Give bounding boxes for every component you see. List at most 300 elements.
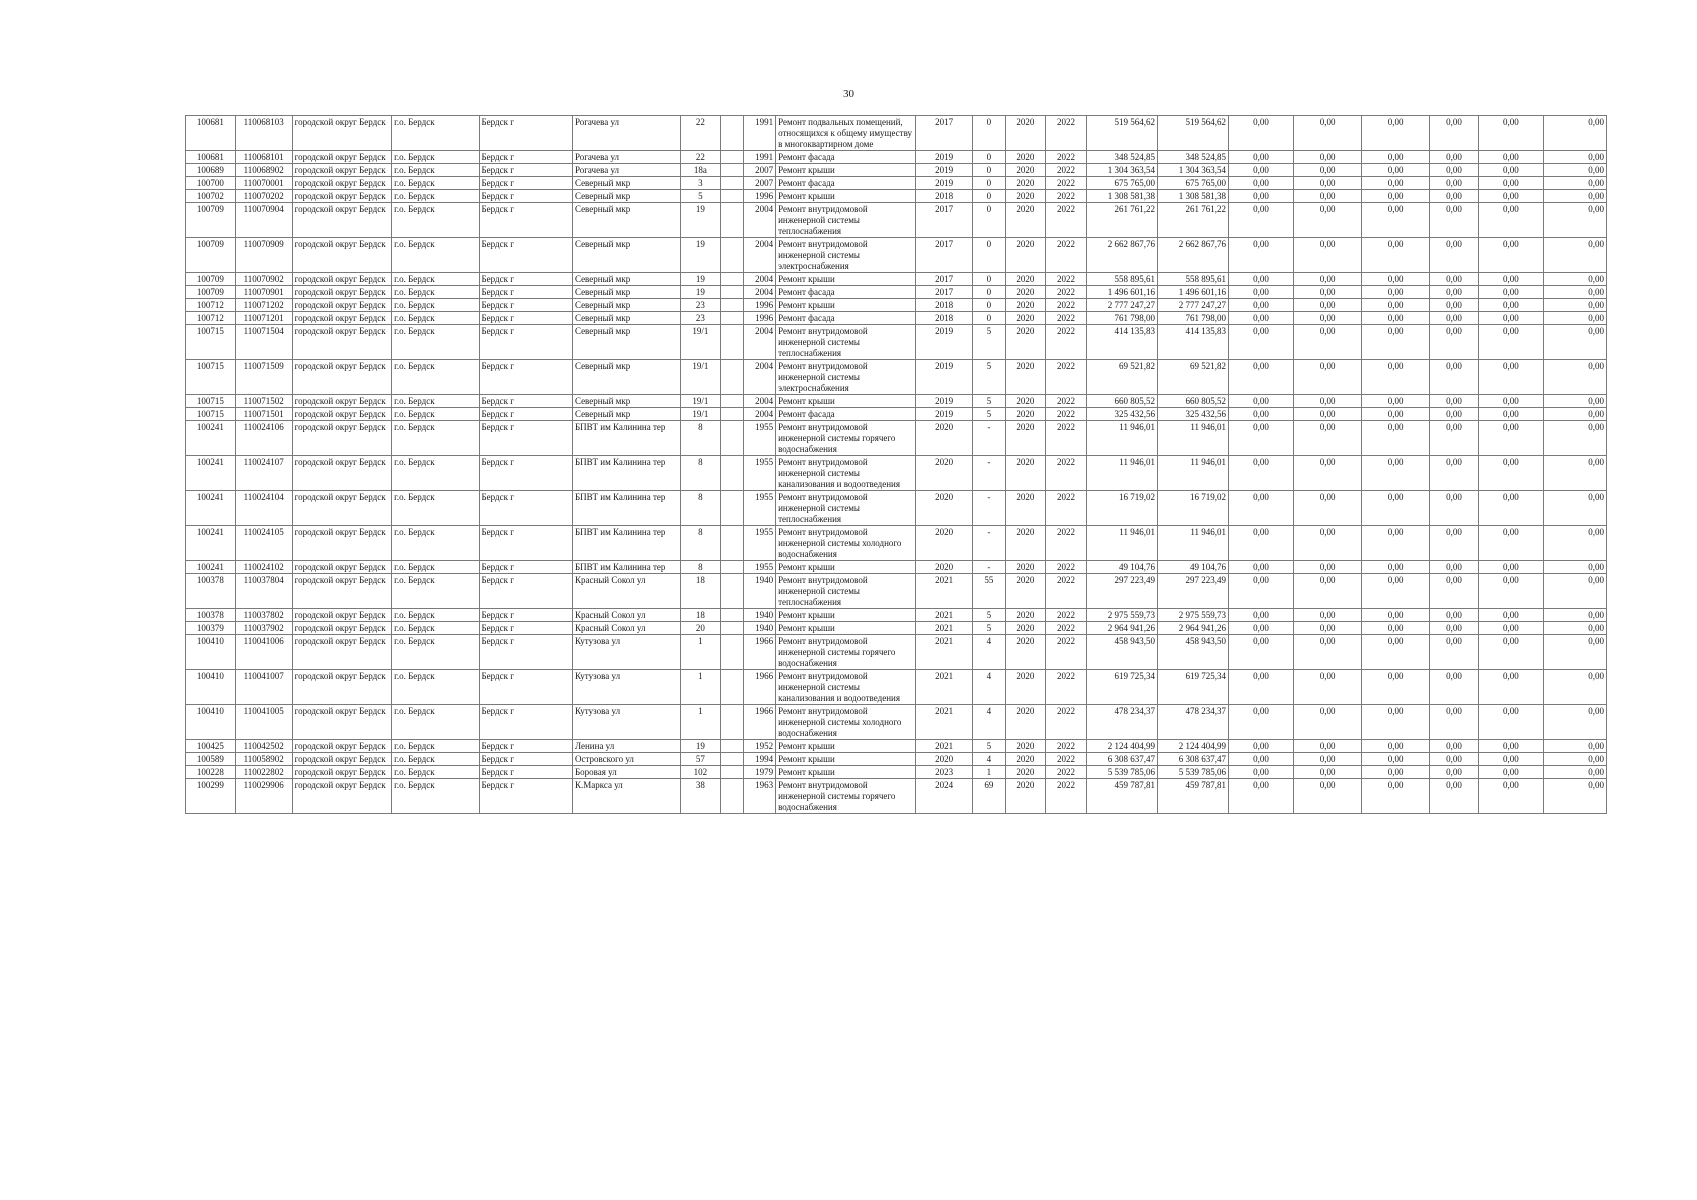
cell-build-year: 1955 [743, 526, 776, 561]
cell-period-start: 2020 [1005, 740, 1046, 753]
cell-period-end: 2022 [1046, 312, 1087, 325]
cell-local-budget: 0,00 [1294, 395, 1362, 408]
cell-capital-repair-fund: 2 975 559,73 [1157, 609, 1228, 622]
cell-build-year: 1940 [743, 622, 776, 635]
cell-wear-percent: 5 [973, 395, 1006, 408]
cell-capital-repair-fund: 675 765,00 [1157, 177, 1228, 190]
cell-work-type: Ремонт фасада [776, 286, 916, 299]
cell-district: г.о. Бердск [392, 574, 479, 609]
cell-regional-budget: 0,00 [1229, 299, 1294, 312]
cell-street: Северный мкр [572, 177, 680, 190]
cell-other-funds: 0,00 [1430, 395, 1479, 408]
cell-period-start: 2020 [1005, 456, 1046, 491]
cell-total-cost: 519 564,62 [1086, 116, 1157, 151]
cell-period-start: 2020 [1005, 286, 1046, 299]
cell-work-type: Ремонт внутридомовой инженерной системы горячего водоснабжения [776, 421, 916, 456]
cell-locality: Бердск г [479, 325, 572, 360]
cell-owners-funds: 0,00 [1362, 635, 1430, 670]
cell-municipality: городской округ Бердск [292, 491, 392, 526]
cell-house-id: 100379 [186, 622, 236, 635]
cell-period-start: 2020 [1005, 779, 1046, 814]
cell-period-end: 2022 [1046, 561, 1087, 574]
cell-extra-funds: 0,00 [1543, 164, 1606, 177]
cell-other-funds: 0,00 [1430, 635, 1479, 670]
table-row [186, 421, 1607, 456]
cell-extra-funds: 0,00 [1543, 561, 1606, 574]
cell-total-cost: 1 304 363,54 [1086, 164, 1157, 177]
cell-local-budget: 0,00 [1294, 299, 1362, 312]
cell-period-start: 2020 [1005, 273, 1046, 286]
cell-house-number: 22 [680, 116, 721, 151]
cell-owners-funds: 0,00 [1362, 177, 1430, 190]
cell-reserve-funds: 0,00 [1478, 609, 1543, 622]
cell-work-code: 110041005 [235, 705, 292, 740]
cell-period-end: 2022 [1046, 238, 1087, 273]
cell-street: Ленина ул [572, 740, 680, 753]
cell-street: Северный мкр [572, 312, 680, 325]
cell-total-cost: 675 765,00 [1086, 177, 1157, 190]
cell-work-type: Ремонт подвальных помещений, относящихся к общему имуществу в многоквартирном доме [776, 116, 916, 151]
cell-municipality: городской округ Бердск [292, 360, 392, 395]
cell-extra-funds: 0,00 [1543, 609, 1606, 622]
cell-local-budget: 0,00 [1294, 705, 1362, 740]
cell-locality: Бердск г [479, 456, 572, 491]
cell-house-id: 100712 [186, 299, 236, 312]
cell-house-id: 100410 [186, 635, 236, 670]
cell-planned-year: 2023 [916, 766, 973, 779]
cell-reserve-funds: 0,00 [1478, 299, 1543, 312]
cell-owners-funds: 0,00 [1362, 456, 1430, 491]
cell-extra-funds: 0,00 [1543, 116, 1606, 151]
cell-regional-budget: 0,00 [1229, 740, 1294, 753]
cell-other-funds: 0,00 [1430, 574, 1479, 609]
cell-work-type: Ремонт крыши [776, 395, 916, 408]
cell-local-budget: 0,00 [1294, 740, 1362, 753]
cell-build-year: 1996 [743, 190, 776, 203]
cell-build-year: 1979 [743, 766, 776, 779]
cell-locality: Бердск г [479, 635, 572, 670]
cell-period-start: 2020 [1005, 325, 1046, 360]
table-row [186, 299, 1607, 312]
cell-capital-repair-fund: 49 104,76 [1157, 561, 1228, 574]
cell-build-year: 2004 [743, 325, 776, 360]
cell-extra-funds: 0,00 [1543, 177, 1606, 190]
cell-reserve-funds: 0,00 [1478, 151, 1543, 164]
cell-reserve-funds: 0,00 [1478, 740, 1543, 753]
table-row [186, 779, 1607, 814]
cell-build-year: 2007 [743, 164, 776, 177]
cell-district: г.о. Бердск [392, 164, 479, 177]
cell-street: БПВТ им Калинина тер [572, 456, 680, 491]
cell-work-code: 110024106 [235, 421, 292, 456]
cell-house-id: 100241 [186, 456, 236, 491]
cell-house-id: 100589 [186, 753, 236, 766]
cell-wear-percent: 0 [973, 273, 1006, 286]
cell-district: г.о. Бердск [392, 273, 479, 286]
cell-other-funds: 0,00 [1430, 753, 1479, 766]
cell-local-budget: 0,00 [1294, 151, 1362, 164]
cell-planned-year: 2021 [916, 635, 973, 670]
cell-period-start: 2020 [1005, 705, 1046, 740]
cell-period-end: 2022 [1046, 360, 1087, 395]
cell-capital-repair-fund: 11 946,01 [1157, 421, 1228, 456]
cell-house-number: 1 [680, 670, 721, 705]
cell-local-budget: 0,00 [1294, 164, 1362, 177]
cell-extra-funds: 0,00 [1543, 753, 1606, 766]
cell-extra-funds: 0,00 [1543, 574, 1606, 609]
cell-house-id: 100702 [186, 190, 236, 203]
cell-extra-funds: 0,00 [1543, 299, 1606, 312]
cell-house-id: 100241 [186, 561, 236, 574]
cell-reserve-funds: 0,00 [1478, 526, 1543, 561]
cell-capital-repair-fund: 414 135,83 [1157, 325, 1228, 360]
cell-planned-year: 2021 [916, 622, 973, 635]
cell-house-id: 100681 [186, 116, 236, 151]
cell-extra-funds: 0,00 [1543, 622, 1606, 635]
cell-other-funds: 0,00 [1430, 238, 1479, 273]
cell-period-start: 2020 [1005, 670, 1046, 705]
cell-owners-funds: 0,00 [1362, 299, 1430, 312]
cell-work-code: 110022802 [235, 766, 292, 779]
cell-build-year: 2004 [743, 238, 776, 273]
cell-building [721, 190, 743, 203]
cell-building [721, 456, 743, 491]
cell-regional-budget: 0,00 [1229, 312, 1294, 325]
cell-work-type: Ремонт крыши [776, 766, 916, 779]
cell-house-id: 100709 [186, 273, 236, 286]
cell-period-start: 2020 [1005, 574, 1046, 609]
cell-district: г.о. Бердск [392, 705, 479, 740]
cell-planned-year: 2021 [916, 670, 973, 705]
cell-build-year: 2004 [743, 408, 776, 421]
cell-owners-funds: 0,00 [1362, 273, 1430, 286]
cell-house-number: 20 [680, 622, 721, 635]
cell-regional-budget: 0,00 [1229, 635, 1294, 670]
cell-street: Северный мкр [572, 273, 680, 286]
cell-building [721, 421, 743, 456]
cell-work-code: 110071202 [235, 299, 292, 312]
cell-work-code: 110070901 [235, 286, 292, 299]
cell-regional-budget: 0,00 [1229, 177, 1294, 190]
cell-building [721, 705, 743, 740]
cell-street: Кутузова ул [572, 705, 680, 740]
cell-planned-year: 2019 [916, 325, 973, 360]
cell-house-number: 5 [680, 190, 721, 203]
cell-other-funds: 0,00 [1430, 670, 1479, 705]
cell-capital-repair-fund: 2 662 867,76 [1157, 238, 1228, 273]
cell-regional-budget: 0,00 [1229, 395, 1294, 408]
cell-locality: Бердск г [479, 164, 572, 177]
cell-owners-funds: 0,00 [1362, 164, 1430, 177]
cell-owners-funds: 0,00 [1362, 325, 1430, 360]
cell-build-year: 1955 [743, 421, 776, 456]
cell-house-number: 1 [680, 635, 721, 670]
cell-building [721, 635, 743, 670]
cell-other-funds: 0,00 [1430, 151, 1479, 164]
cell-local-budget: 0,00 [1294, 574, 1362, 609]
cell-local-budget: 0,00 [1294, 312, 1362, 325]
cell-total-cost: 49 104,76 [1086, 561, 1157, 574]
cell-district: г.о. Бердск [392, 238, 479, 273]
cell-planned-year: 2020 [916, 421, 973, 456]
cell-regional-budget: 0,00 [1229, 622, 1294, 635]
cell-period-end: 2022 [1046, 574, 1087, 609]
cell-planned-year: 2021 [916, 574, 973, 609]
cell-reserve-funds: 0,00 [1478, 203, 1543, 238]
cell-local-budget: 0,00 [1294, 273, 1362, 286]
cell-period-end: 2022 [1046, 705, 1087, 740]
cell-reserve-funds: 0,00 [1478, 177, 1543, 190]
cell-owners-funds: 0,00 [1362, 203, 1430, 238]
cell-wear-percent: - [973, 561, 1006, 574]
table-row [186, 635, 1607, 670]
cell-reserve-funds: 0,00 [1478, 705, 1543, 740]
cell-locality: Бердск г [479, 151, 572, 164]
cell-total-cost: 478 234,37 [1086, 705, 1157, 740]
cell-locality: Бердск г [479, 526, 572, 561]
cell-total-cost: 619 725,34 [1086, 670, 1157, 705]
cell-street: БПВТ им Калинина тер [572, 561, 680, 574]
cell-district: г.о. Бердск [392, 116, 479, 151]
cell-capital-repair-fund: 2 777 247,27 [1157, 299, 1228, 312]
cell-local-budget: 0,00 [1294, 325, 1362, 360]
cell-total-cost: 458 943,50 [1086, 635, 1157, 670]
cell-building [721, 779, 743, 814]
cell-total-cost: 459 787,81 [1086, 779, 1157, 814]
cell-municipality: городской округ Бердск [292, 766, 392, 779]
cell-house-id: 100709 [186, 203, 236, 238]
cell-period-end: 2022 [1046, 151, 1087, 164]
cell-period-end: 2022 [1046, 299, 1087, 312]
cell-municipality: городской округ Бердск [292, 312, 392, 325]
cell-other-funds: 0,00 [1430, 312, 1479, 325]
cell-period-start: 2020 [1005, 491, 1046, 526]
cell-planned-year: 2021 [916, 705, 973, 740]
table-row [186, 766, 1607, 779]
table-row [186, 561, 1607, 574]
cell-work-type: Ремонт внутридомовой инженерной системы канализования и водоотведения [776, 670, 916, 705]
cell-locality: Бердск г [479, 609, 572, 622]
cell-planned-year: 2020 [916, 456, 973, 491]
cell-wear-percent: - [973, 456, 1006, 491]
cell-district: г.о. Бердск [392, 299, 479, 312]
cell-building [721, 574, 743, 609]
cell-district: г.о. Бердск [392, 740, 479, 753]
cell-owners-funds: 0,00 [1362, 116, 1430, 151]
cell-street: Рогачева ул [572, 164, 680, 177]
cell-municipality: городской округ Бердск [292, 753, 392, 766]
cell-municipality: городской округ Бердск [292, 325, 392, 360]
cell-build-year: 2007 [743, 177, 776, 190]
cell-house-id: 100715 [186, 395, 236, 408]
cell-planned-year: 2017 [916, 238, 973, 273]
cell-build-year: 1994 [743, 753, 776, 766]
cell-reserve-funds: 0,00 [1478, 753, 1543, 766]
cell-extra-funds: 0,00 [1543, 190, 1606, 203]
cell-work-code: 110024105 [235, 526, 292, 561]
cell-regional-budget: 0,00 [1229, 670, 1294, 705]
cell-regional-budget: 0,00 [1229, 753, 1294, 766]
document-sheet [185, 115, 1607, 814]
cell-work-type: Ремонт крыши [776, 164, 916, 177]
cell-capital-repair-fund: 519 564,62 [1157, 116, 1228, 151]
cell-municipality: городской округ Бердск [292, 299, 392, 312]
cell-extra-funds: 0,00 [1543, 203, 1606, 238]
cell-street: Северный мкр [572, 360, 680, 395]
cell-district: г.о. Бердск [392, 753, 479, 766]
cell-municipality: городской округ Бердск [292, 622, 392, 635]
cell-work-type: Ремонт крыши [776, 273, 916, 286]
cell-district: г.о. Бердск [392, 395, 479, 408]
cell-building [721, 360, 743, 395]
cell-work-code: 110037902 [235, 622, 292, 635]
cell-capital-repair-fund: 69 521,82 [1157, 360, 1228, 395]
cell-street: Островского ул [572, 753, 680, 766]
cell-municipality: городской округ Бердск [292, 456, 392, 491]
cell-house-id: 100700 [186, 177, 236, 190]
cell-build-year: 1963 [743, 779, 776, 814]
table-row [186, 177, 1607, 190]
cell-owners-funds: 0,00 [1362, 574, 1430, 609]
cell-municipality: городской округ Бердск [292, 203, 392, 238]
cell-house-number: 8 [680, 491, 721, 526]
cell-wear-percent: 0 [973, 286, 1006, 299]
cell-reserve-funds: 0,00 [1478, 670, 1543, 705]
cell-reserve-funds: 0,00 [1478, 273, 1543, 286]
cell-work-type: Ремонт внутридомовой инженерной системы канализования и водоотведения [776, 456, 916, 491]
cell-period-start: 2020 [1005, 164, 1046, 177]
cell-locality: Бердск г [479, 238, 572, 273]
cell-district: г.о. Бердск [392, 421, 479, 456]
cell-planned-year: 2018 [916, 190, 973, 203]
cell-planned-year: 2021 [916, 740, 973, 753]
cell-work-code: 110024107 [235, 456, 292, 491]
table-row [186, 203, 1607, 238]
cell-period-end: 2022 [1046, 177, 1087, 190]
table-row [186, 526, 1607, 561]
cell-building [721, 273, 743, 286]
cell-planned-year: 2017 [916, 203, 973, 238]
cell-extra-funds: 0,00 [1543, 238, 1606, 273]
cell-municipality: городской округ Бердск [292, 561, 392, 574]
cell-capital-repair-fund: 6 308 637,47 [1157, 753, 1228, 766]
cell-locality: Бердск г [479, 740, 572, 753]
cell-planned-year: 2019 [916, 360, 973, 395]
cell-extra-funds: 0,00 [1543, 526, 1606, 561]
cell-building [721, 753, 743, 766]
cell-locality: Бердск г [479, 574, 572, 609]
cell-build-year: 1940 [743, 574, 776, 609]
cell-building [721, 116, 743, 151]
cell-work-code: 110070909 [235, 238, 292, 273]
cell-district: г.о. Бердск [392, 203, 479, 238]
cell-period-start: 2020 [1005, 360, 1046, 395]
cell-wear-percent: - [973, 491, 1006, 526]
cell-wear-percent: 0 [973, 299, 1006, 312]
cell-street: Рогачева ул [572, 116, 680, 151]
cell-planned-year: 2017 [916, 116, 973, 151]
cell-house-id: 100715 [186, 408, 236, 421]
cell-locality: Бердск г [479, 561, 572, 574]
cell-locality: Бердск г [479, 286, 572, 299]
cell-period-end: 2022 [1046, 670, 1087, 705]
table-row [186, 116, 1607, 151]
cell-period-start: 2020 [1005, 177, 1046, 190]
cell-reserve-funds: 0,00 [1478, 312, 1543, 325]
cell-wear-percent: 0 [973, 151, 1006, 164]
cell-municipality: городской округ Бердск [292, 421, 392, 456]
cell-planned-year: 2020 [916, 561, 973, 574]
cell-street: Красный Сокол ул [572, 622, 680, 635]
cell-owners-funds: 0,00 [1362, 779, 1430, 814]
cell-capital-repair-fund: 1 304 363,54 [1157, 164, 1228, 177]
cell-reserve-funds: 0,00 [1478, 190, 1543, 203]
cell-house-number: 8 [680, 421, 721, 456]
cell-reserve-funds: 0,00 [1478, 635, 1543, 670]
cell-capital-repair-fund: 2 964 941,26 [1157, 622, 1228, 635]
cell-total-cost: 348 524,85 [1086, 151, 1157, 164]
cell-owners-funds: 0,00 [1362, 609, 1430, 622]
cell-reserve-funds: 0,00 [1478, 779, 1543, 814]
cell-work-code: 110068103 [235, 116, 292, 151]
cell-total-cost: 11 946,01 [1086, 456, 1157, 491]
cell-work-code: 110029906 [235, 779, 292, 814]
cell-house-number: 18 [680, 574, 721, 609]
cell-house-number: 38 [680, 779, 721, 814]
cell-period-end: 2022 [1046, 190, 1087, 203]
cell-municipality: городской округ Бердск [292, 526, 392, 561]
cell-local-budget: 0,00 [1294, 190, 1362, 203]
cell-reserve-funds: 0,00 [1478, 456, 1543, 491]
cell-planned-year: 2021 [916, 609, 973, 622]
cell-work-type: Ремонт внутридомовой инженерной системы горячего водоснабжения [776, 779, 916, 814]
cell-street: Северный мкр [572, 203, 680, 238]
cell-work-code: 110071504 [235, 325, 292, 360]
cell-house-number: 18 [680, 609, 721, 622]
cell-extra-funds: 0,00 [1543, 325, 1606, 360]
cell-reserve-funds: 0,00 [1478, 491, 1543, 526]
cell-wear-percent: - [973, 421, 1006, 456]
cell-locality: Бердск г [479, 360, 572, 395]
cell-house-number: 19 [680, 740, 721, 753]
cell-extra-funds: 0,00 [1543, 740, 1606, 753]
cell-total-cost: 1 308 581,38 [1086, 190, 1157, 203]
cell-wear-percent: 4 [973, 635, 1006, 670]
cell-build-year: 1966 [743, 670, 776, 705]
cell-local-budget: 0,00 [1294, 622, 1362, 635]
cell-locality: Бердск г [479, 779, 572, 814]
cell-house-id: 100241 [186, 421, 236, 456]
cell-other-funds: 0,00 [1430, 286, 1479, 299]
cell-house-number: 23 [680, 299, 721, 312]
cell-building [721, 395, 743, 408]
cell-period-end: 2022 [1046, 273, 1087, 286]
cell-work-type: Ремонт внутридомовой инженерной системы теплоснабжения [776, 491, 916, 526]
cell-wear-percent: 0 [973, 177, 1006, 190]
cell-house-id: 100681 [186, 151, 236, 164]
cell-building [721, 491, 743, 526]
cell-district: г.о. Бердск [392, 190, 479, 203]
cell-street: Кутузова ул [572, 670, 680, 705]
cell-house-number: 8 [680, 456, 721, 491]
cell-period-end: 2022 [1046, 491, 1087, 526]
cell-municipality: городской округ Бердск [292, 609, 392, 622]
cell-house-id: 100410 [186, 670, 236, 705]
cell-wear-percent: 0 [973, 312, 1006, 325]
cell-build-year: 2004 [743, 360, 776, 395]
cell-period-start: 2020 [1005, 609, 1046, 622]
cell-wear-percent: 5 [973, 325, 1006, 360]
